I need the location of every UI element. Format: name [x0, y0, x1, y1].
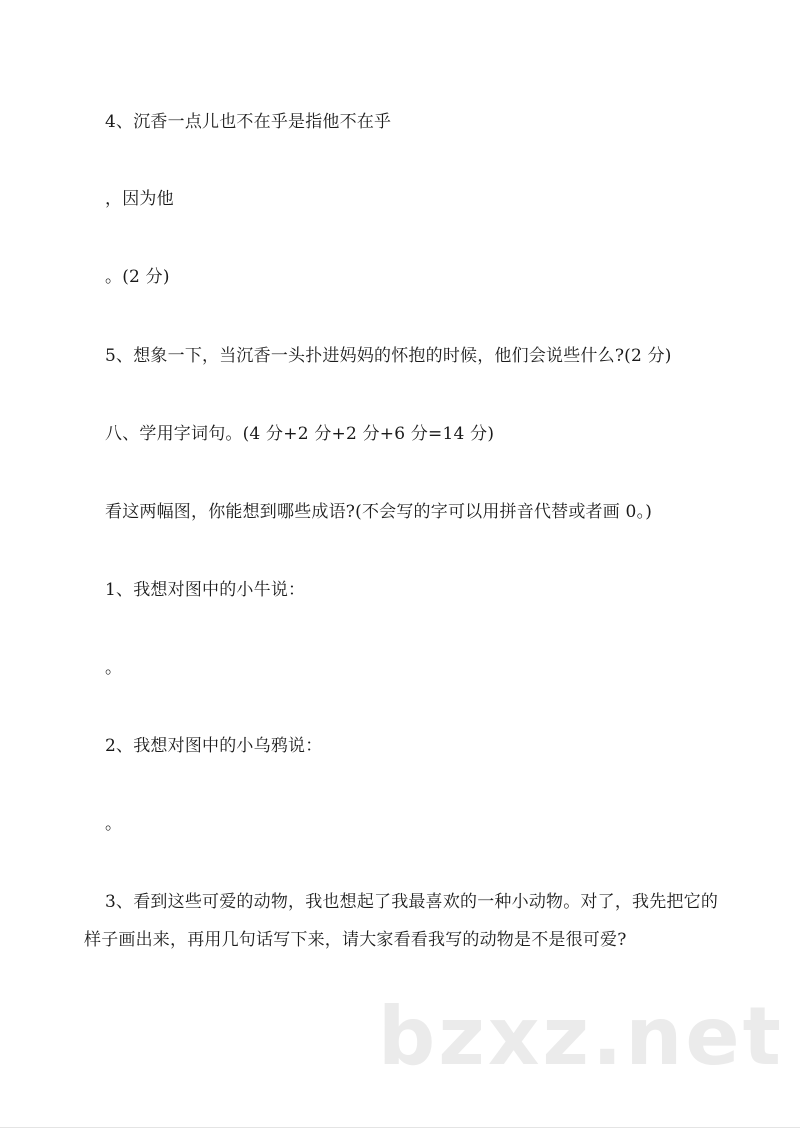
question-4-line: 4、沉香一点儿也不在乎是指他不在乎	[105, 112, 392, 132]
item-2-answer-end: 。	[105, 814, 123, 834]
section-8-heading: 八、学用字词句。(4 分+2 分+2 分+6 分=14 分)	[105, 424, 495, 444]
item-3-paragraph: 3、看到这些可爱的动物，我也想起了我最喜欢的一种小动物。对了，我先把它的样子画出来，再用几句话写下来，请大家看看我写的动物是不是很可爱?	[84, 892, 719, 950]
item-2-crow-prompt: 2、我想对图中的小乌鸦说：	[105, 736, 323, 756]
site-watermark: bzxz.net	[378, 990, 784, 1083]
item-1-answer-end: 。	[105, 658, 123, 678]
question-4-end: 。(2 分)	[105, 267, 170, 287]
page-bottom-edge	[0, 1127, 800, 1128]
item-1-calf-prompt: 1、我想对图中的小牛说：	[105, 580, 306, 600]
question-5-line: 5、想象一下，当沉香一头扑进妈妈的怀抱的时候，他们会说些什么?(2 分)	[105, 346, 672, 366]
question-4-continuation: ，因为他	[105, 189, 174, 209]
idiom-instruction: 看这两幅图，你能想到哪些成语?(不会写的字可以用拼音代替或者画 0。)	[105, 502, 653, 522]
